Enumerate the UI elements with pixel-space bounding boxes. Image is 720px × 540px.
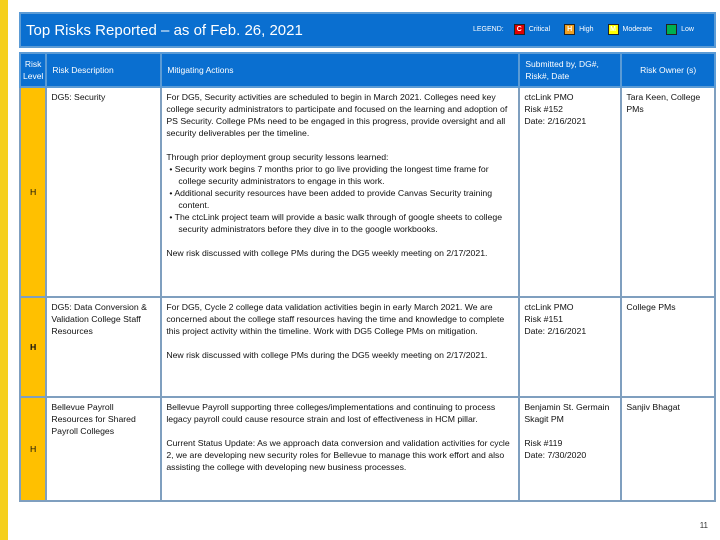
risk-owner: Tara Keen, College PMs [621, 87, 715, 297]
risk-date: Date: 2/16/2021 [524, 116, 587, 126]
mitigating-actions [161, 87, 519, 297]
mitigation-text: Through prior deployment group security lessons learned: [166, 152, 389, 162]
risk-description: DG5: Data Conversion & Validation College Staff Resources [46, 297, 161, 397]
table-row [20, 297, 715, 397]
legend-swatch-low [666, 24, 677, 35]
risk-number: Risk #151 [524, 314, 563, 324]
submitted-by [519, 397, 621, 501]
list-item: • Security work begins 7 months prior to go live providing the longest time frame for college security administrators to engage in this work. [178, 163, 514, 187]
submitter: ctcLink PMO [524, 302, 574, 312]
header-risk-owner: Risk Owner (s) [621, 53, 715, 87]
risk-date: Date: 2/16/2021 [524, 326, 587, 336]
header-submitted-by: Submitted by, DG#, Risk#, Date [519, 53, 621, 87]
submitter: Benjamin St. Germain [524, 402, 610, 412]
legend-swatch-high: H [564, 24, 575, 35]
risk-level: H [20, 297, 46, 397]
mitigation-text: For DG5, Cycle 2 college data validation activities begin in early March 2021. We are concerned about the college staff resources having the time and knowledge to complete this project activity within the timeline. Work with DG5 College PMs on mitigation. [166, 302, 505, 336]
table-row [20, 87, 715, 297]
legend-critical: Critical [528, 26, 551, 33]
submitted-by [519, 297, 621, 397]
mitigation-text: Bellevue Payroll supporting three colleges/implementations and continuing to process legacy payroll could cause resource strain and lost of effectiveness in HCM pillar. [166, 402, 496, 424]
risk-date: Date: 7/30/2020 [524, 450, 587, 460]
legend-moderate: Moderate [622, 26, 653, 33]
risk-description: DG5: Security [46, 87, 161, 297]
header-row [20, 53, 715, 87]
mitigation-text: Current Status Update: As we approach data conversion and validation activities for cycle 2, we are developing new security roles for Bellevue to manage this work effort and also assisting the college with developing new business processes. [166, 438, 510, 472]
legend [473, 24, 694, 35]
list-item: • The ctcLink project team will provide a basic walk through of google sheets to college security administrators before they dive in to the google workbooks. [178, 211, 514, 235]
mitigation-text: For DG5, Security activities are scheduled to begin in March 2021. Colleges need key college security administrators to participate and focused on the learning and adoption of PS Security. College PMs need to be engaged in this progress, provide oversight and all security deliverables per the timeline. [166, 92, 508, 138]
page-number: 11 [699, 521, 708, 530]
submitter-role: Skagit PM [524, 414, 564, 424]
risk-table [19, 52, 716, 502]
risk-description: Bellevue Payroll Resources for Shared Payroll Colleges [46, 397, 161, 501]
header-risk-level: Risk Level [20, 53, 46, 87]
mitigation-text: New risk discussed with college PMs during the DG5 weekly meeting on 2/17/2021. [166, 350, 488, 360]
list-item: • Additional security resources have been added to provide Canvas Security training content. [178, 187, 514, 211]
legend-low: Low [681, 26, 694, 33]
risk-owner: College PMs [621, 297, 715, 397]
risk-number: Risk #119 [524, 438, 563, 448]
lessons-list [174, 163, 514, 235]
risk-level: H [20, 87, 46, 297]
legend-swatch-moderate: M [608, 24, 619, 35]
mitigating-actions [161, 297, 519, 397]
header-risk-description: Risk Description [46, 53, 161, 87]
page-title: Top Risks Reported – as of Feb. 26, 2021 [26, 21, 303, 39]
legend-high: High [579, 26, 594, 33]
mitigating-actions [161, 397, 519, 501]
table-row [20, 397, 715, 501]
accent-strip [0, 0, 8, 540]
legend-label: LEGEND: [473, 26, 504, 33]
risk-number: Risk #152 [524, 104, 563, 114]
header-mitigating-actions: Mitigating Actions [161, 53, 519, 87]
title-bar [19, 12, 716, 48]
risk-level: H [20, 397, 46, 501]
submitted-by [519, 87, 621, 297]
mitigation-text: New risk discussed with college PMs during the DG5 weekly meeting on 2/17/2021. [166, 248, 488, 258]
legend-swatch-critical: C [514, 24, 525, 35]
submitter: ctcLink PMO [524, 92, 574, 102]
risk-owner: Sanjiv Bhagat [621, 397, 715, 501]
